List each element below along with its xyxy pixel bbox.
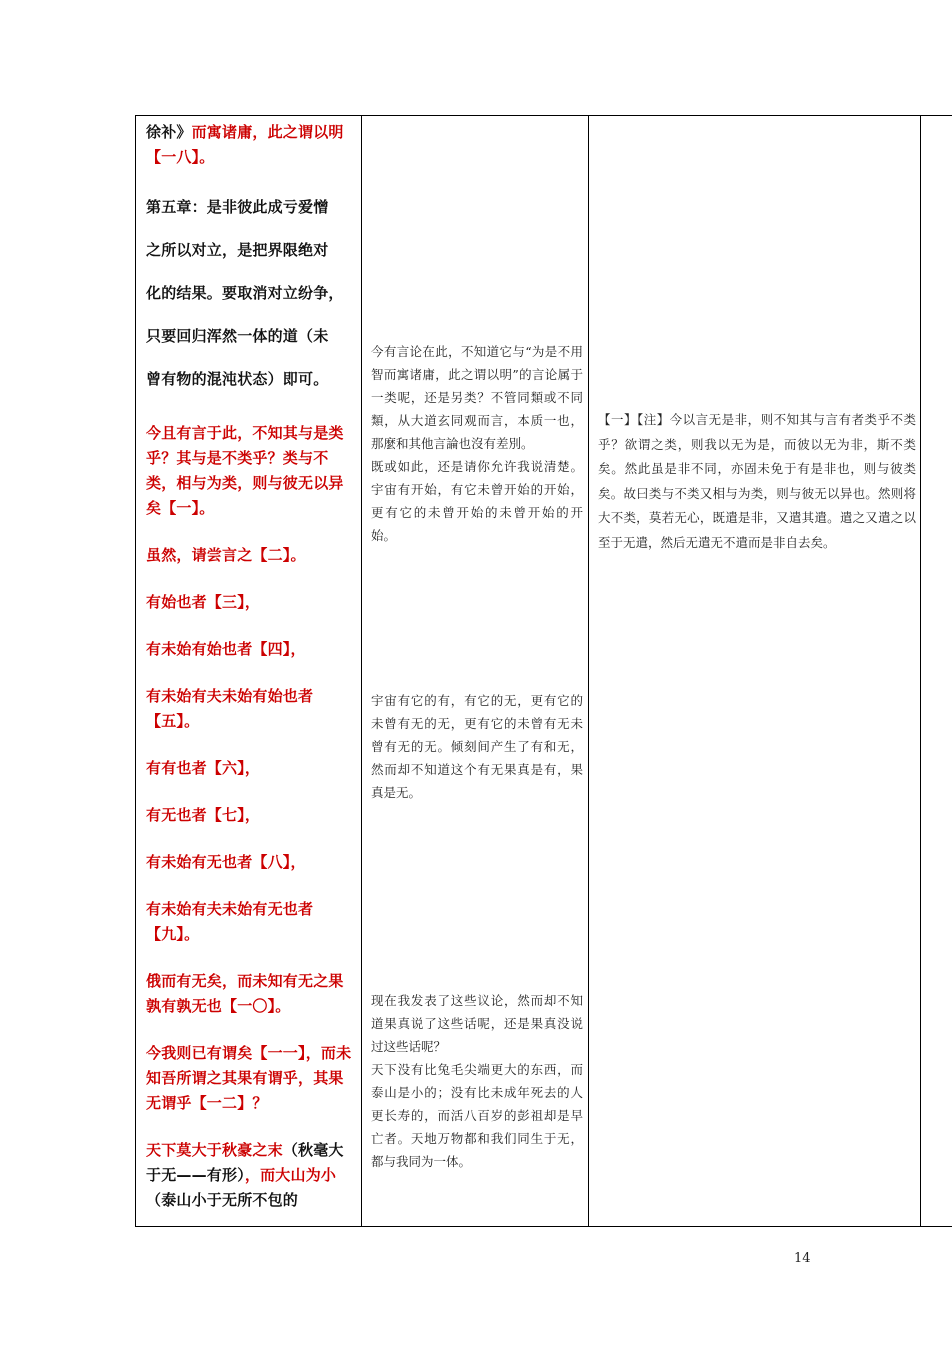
- commentary-table: [135, 115, 952, 1227]
- translation-paragraph: 现在我发表了这些议论，然而却不知道果真说了这些话呢，还是果真没说过这些话呢？: [371, 993, 583, 1054]
- annotation-note: 【一】【注】今以言无是非，则不知其与言有者类乎不类乎？欲谓之类，则我以无为是，而彼以无为非，斯不类矣。然此虽是非不同，亦固未免于有是非也，则与彼类矣。故曰类与不类又相与为类，则与彼无以异也。然则将大不类，莫若无心，既遣是非，又遣其遣。遣之又遣之以至于无遣，然后无遣无不遣而是非自去矣。: [598, 412, 916, 550]
- translation-block-1: [371, 340, 583, 547]
- translation-block-2: [371, 689, 583, 804]
- annotation-column: [590, 116, 922, 1226]
- continuation-line: [146, 120, 353, 170]
- original-paragraph: 有未始有夫未始有无也者【九】。: [146, 900, 314, 943]
- translation-paragraph: 宇宙有它的有，有它的无，更有它的未曾有无的无，更有它的未曾有无未曾有无的无。倾刻间产生了有和无，然而却不知道这个有无果真是有，果真是无。: [371, 693, 583, 800]
- original-paragraph: 有未始有无也者【八】，: [146, 853, 306, 871]
- original-last-paragraph: [146, 1138, 353, 1213]
- original-text-column: [136, 116, 361, 1226]
- translation-paragraph: 天下没有比兔毛尖端更大的东西，而泰山是小的；没有比未成年死去的人更长寿的，而活八百岁的彭祖却是早亡者。天地万物都和我们同生于无，都与我同为一体。: [371, 1062, 583, 1169]
- last-black-2: （泰山小于无所不包的: [146, 1191, 299, 1209]
- original-paragraph: 有无也者【七】，: [146, 806, 261, 824]
- chapter-line: 曾有物的混沌状态）即可。: [146, 370, 329, 388]
- continuation-red-text: 而寓诸庸，此之谓以明【一八】。: [146, 123, 344, 166]
- last-black-1: （秋毫大于无——有形）: [146, 1141, 344, 1184]
- column-divider-1: [361, 116, 362, 1226]
- original-paragraph: 有有也者【六】，: [146, 759, 261, 777]
- chapter-line: 化的结果。要取消对立纷争，: [146, 284, 344, 302]
- original-paragraph: 虽然，请尝言之【二】。: [146, 546, 306, 564]
- chapter-line: 第五章：是非彼此成亏爱憎: [146, 198, 329, 216]
- original-paragraph: 今我则已有谓矣【一一】，而未知吾所谓之其果有谓乎，其果无谓乎【一二】？: [146, 1044, 352, 1112]
- original-paragraph: 有未始有夫未始有始也者【五】。: [146, 687, 314, 730]
- last-red-2: ，而大山为小: [244, 1166, 337, 1184]
- translation-column: [363, 116, 588, 1226]
- original-paragraph: 有未始有始也者【四】，: [146, 640, 306, 658]
- page-number: 14: [794, 1251, 811, 1266]
- column-divider-2: [588, 116, 589, 1226]
- chapter-summary: [146, 186, 353, 401]
- translation-paragraph: 既或如此，还是请你允许我说清楚。宇宙有开始，有它未曾开始的开始，更有它的未曾开始的未曾开始的开始。: [371, 459, 583, 543]
- translation-block-3: [371, 989, 583, 1173]
- chapter-line: 只要回归浑然一体的道（未: [146, 327, 329, 345]
- original-paragraph: 有始也者【三】，: [146, 593, 261, 611]
- last-red-1: 天下莫大于秋豪之末: [146, 1141, 283, 1159]
- original-paragraph: 今且有言于此，不知其与是类乎？其与是不类乎？类与不类，相与为类，则与彼无以异矣【一】。: [146, 424, 344, 517]
- chapter-line: 之所以对立，是把界限绝对: [146, 241, 329, 259]
- original-paragraph: 俄而有无矣，而未知有无之果孰有孰无也【一〇】。: [146, 972, 344, 1015]
- continuation-black-text: 徐补》: [146, 123, 192, 141]
- translation-paragraph: 今有言论在此，不知道它与“为是不用智而寓诸庸，此之谓以明”的言论属于一类呢，还是另类？不管同類或不同類，从大道玄同观而言，本质一也，那麼和其他言論也沒有差別。: [371, 344, 583, 451]
